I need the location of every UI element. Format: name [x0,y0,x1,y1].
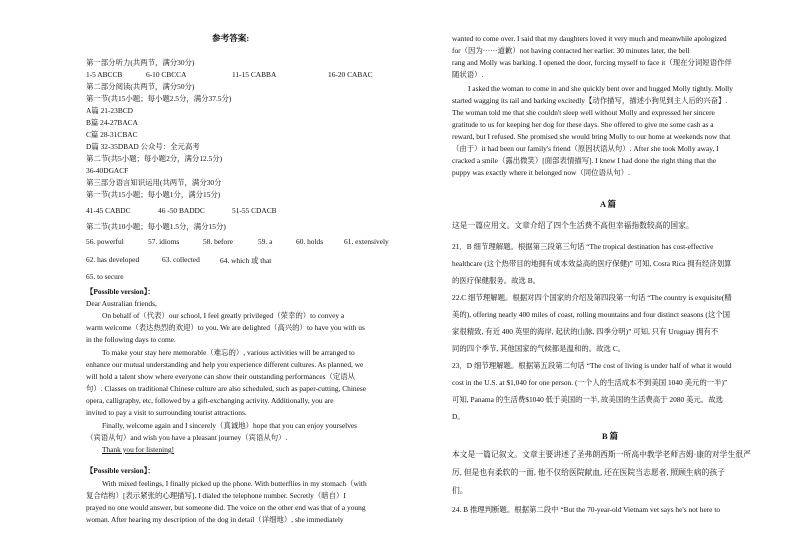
essay-line: warm welcome（表达热烈的欢迎）to you. We are delighted（高兴的）to have you with us [86,323,365,332]
story-line: 随状语）. [452,70,484,79]
essay-line: Dear Australian friends, [86,299,157,308]
possible-version-tag: 【Possible version】： [86,466,155,475]
explanation-line: 同的四个季节, 其他国家的气候都是温和的。故选 C。 [452,344,626,353]
story-line: reward, but I refused. She promised she would bring Molly to our home at weekends now that [452,132,731,141]
section2-header: 第二节(共5小题；每小题2分，满分12.5分) [86,154,223,163]
essay-line: 句）. Classes on traditional Chinese culture are also scheduled, such as paper-cutting, Chinese [86,384,367,393]
part3-header: 第三部分语言知识运用(共两节，满分30分 [86,178,222,187]
story-line: I asked the woman to come in and she quickly bent over and hugged Molly tightly. Molly [468,84,733,93]
essay-line: Thank you for listening! [102,445,175,454]
essay-line: （宾语从句）and wish you have a pleasant journey（宾语从句）. [86,433,288,442]
section-a-header: A 篇 [600,200,617,209]
cloze-answer: 46 -50 BADDC [158,206,205,215]
essay-line: invited to pay a visit to surrounding tourist attractions. [86,408,247,417]
reading-a: A篇 21-23BCD [86,106,134,115]
essay-line: opera, calligraphy, etc, followed by a gift-exchanging activity. Additionally, you are [86,396,334,405]
listening-answer: 1-5 ABCCB [86,70,123,79]
fill-answer: 61. extensively [344,237,389,246]
fill-answer-65: 65. to secure [86,272,124,281]
story-line: The woman told me that she couldn't sleep well without Molly and expressed her sincere [452,108,715,117]
section4-header: 第二节(共10小题；每小题1.5分，满分15分) [86,222,226,231]
explanation-line: 厉, 但是也有柔软的一面, 他不仅给医院献血, 还在医院当志愿者, 照顾生病的孩子 [452,468,725,477]
story-line: 复合结构）[表示紧张的心理描写], I dialed the telephone number. Secretly（暗自）I [86,491,346,500]
fill-answer: 62. has developed [86,255,140,264]
reading-c: C篇 28-31CBAC [86,130,138,139]
reading-d: D篇 32-35DBAD 公众号：全元高考 [86,142,200,151]
essay-line: enhance our mutual understanding and help you experience different cultures. As planned, we [86,360,364,369]
answer-title: 参考答案: [212,33,250,43]
explanation-line: 23．D 细节理解题。根据第五段第二句话 “The cost of living is under half of what it would [452,361,732,370]
story-line: wanted to come over. I said that my daughters loved it very much and meanwhile apologized [452,34,727,43]
explanation-line: 21．B 细节理解题。根据第三段第三句话 “The tropical destination has cost-effective [452,242,714,251]
story-line: cracked a smile（露出微笑）[面部表情描写]. I knew I had done the right thing that the [452,156,717,165]
story-line: rang and Molly was barking. I opened the door, forcing myself to face it（现在分词短语作伴 [452,58,732,67]
part1-header: 第一部分听力(共两节，满分30分) [86,58,195,67]
explanation-line: healthcare (这个热带目的地拥有成本效益高的医疗保健)” 可知, Costa Rica 拥有经济划算 [452,259,732,268]
cloze-answer: 51-55 CDACB [232,206,277,215]
fill-answer: 56. powerful [86,237,124,246]
story-line: puppy was exactly where it belonged now（同位语从句）. [452,168,630,177]
fill-row-2 [86,255,404,264]
story-line: started wagging its tail and barking excitedly【动作描写，描述小狗见到主人后的兴奋】. [452,96,728,105]
essay-line: On behalf of（代表）our school, I feel greatly privileged（荣幸的）to convey a [102,311,345,320]
explanation-line: 们。 [452,486,468,495]
explanation-line: 22.C 细节理解题。根据对四个国家的介绍及第四段第一句话 “The country is exquisite(精 [452,293,732,302]
story-line: woman. After hearing my description of the dog in detail（详细地）, she immediately [86,515,344,524]
story-line: With mixed feelings, I finally picked up the phone. With butterflies in my stomach（with [102,479,367,488]
fill-answer: 57. idioms [148,237,180,246]
reading-b: B篇 24-27BACA [86,118,138,127]
explanation-line: 本文是一篇记叙文。文章主要讲述了圣弗朗西斯一所高中教学老师吉姆·康的对学生很严 [452,450,751,459]
section1-header: 第一节(共15小题；每小题2.5分，满分37.5分) [86,94,232,103]
story-line: for（因为······道歉）not having contacted her earlier. 30 minutes later, the bell [452,46,690,55]
part2-header: 第二部分阅读(共两节，满分50分) [86,82,195,91]
fill-answer: 58. before [203,237,233,246]
listening-answer: 16-20 CABAC [328,70,373,79]
cloze-answer: 41-45 CABDC [86,206,131,215]
listening-answer: 6-10 CBCCA [146,70,187,79]
essay-line: Finally, welcome again and I sincerely（真诚地）hope that you can enjoy yourselves [102,421,358,430]
fill-answer: 63. collected [162,255,200,264]
explanation-line: cost in the U.S. at $1,040 for one person. (一个人的生活成本不到美国 1040 美元的一半)” [452,378,728,387]
listening-answers [86,70,404,79]
story-line: prayed no one would answer, but someone did. The voice on the other end was that of a young [86,503,366,512]
fill-answer: 64. which 或 that [220,256,272,265]
fill-row-1 [86,237,404,246]
story-line: （由于）it had been our family's friend（原因状语从句）. After she took Molly away, I [452,144,719,153]
section3-header: 第一节(共15小题；每小题1分，满分15分) [86,190,221,199]
listening-answer: 11-15 CABBA [232,70,277,79]
explanation-line: 家很精致, 有近 400 英里的海岸, 起伏的山脉, 四季分明)” 可知, 只有 Uruguay 拥有不 [452,327,719,336]
section-a-intro: 这是一篇应用文。文章介绍了四个生活费不高但幸福指数较高的国家。 [452,221,694,230]
cloze-answers [86,206,404,215]
fill-answer: 60. holds [296,237,324,246]
story-line: gratitude to us for keeping her dog for these days. She offered to give me some cash as a [452,120,714,129]
essay-line: To make your stay here memorable（难忘的）, various activities will be arranged to [102,348,355,357]
fill-answer: 59. a [258,237,273,246]
essay-line: will hold a talent show where everyone can show their outstanding performances（定语从 [86,372,356,381]
explanation-line: 可知, Panama 的生活费$1040 低于美国的一半, 故美国的生活费高于 2080 美元。故选 [452,395,723,404]
reading-36-40: 36-40DGACF [86,166,129,175]
explanation-line: 的医疗保健服务。故选 B。 [452,276,541,285]
explanation-line: D。 [452,412,465,421]
section-b-header: B 篇 [602,432,619,441]
explanation-line: 24. B 推理判断题。根据第二段中 “But the 70-year-old Vietnam vet says he's not here to [452,505,721,514]
possible-version-tag: 【Possible version】： [86,287,155,296]
essay-line: in the following days to come. [86,335,176,344]
explanation-line: 美的), offering nearly 400 miles of coast, rolling mountains and four distinct seasons (这个国 [452,310,730,319]
